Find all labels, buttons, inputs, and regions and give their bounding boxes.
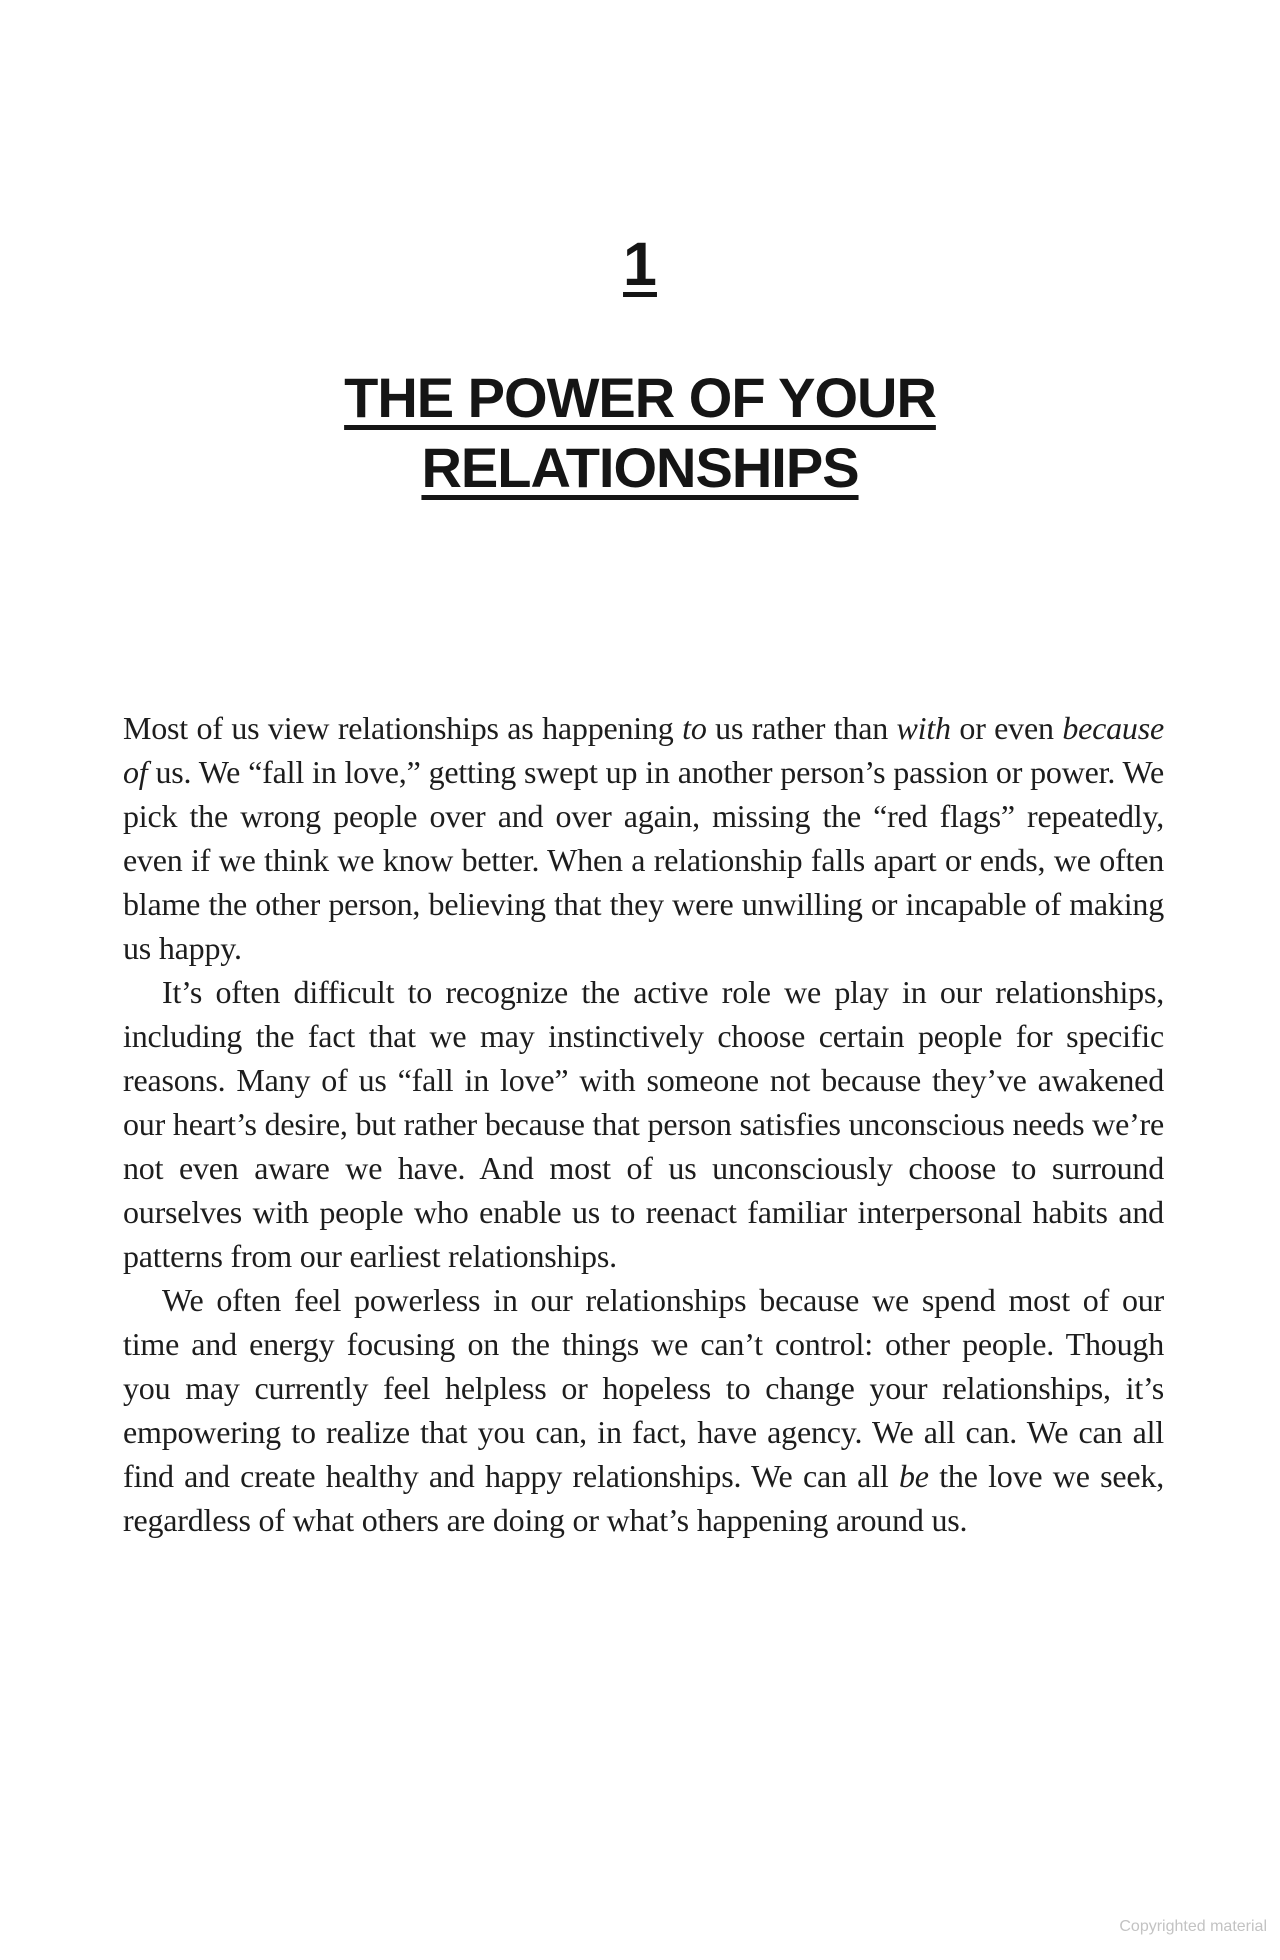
chapter-title-line: THE POWER OF YOUR [344,366,936,429]
body-text-italic-segment: with [896,710,951,746]
body-paragraph [123,970,1164,1278]
body-paragraph [123,1278,1164,1542]
body-text-segment: Most of us view relationships as happening [123,710,683,746]
body-text-segment: the love we seek, regardless of what others are doing or what’s happening around us. [123,1458,1164,1538]
copyright-watermark: Copyrighted material [1119,1918,1267,1935]
body-text-italic-segment: be [898,1458,929,1494]
body-paragraph [123,706,1164,970]
body-text [123,706,1164,1542]
body-text-italic-segment: to [682,710,707,746]
body-text-segment: or even [950,710,1063,746]
chapter-title-line: RELATIONSHIPS [421,436,859,499]
chapter-title [0,363,1280,503]
body-text-segment: us rather than [706,710,897,746]
chapter-number [0,230,1280,311]
body-text-segment: It’s often difficult to recognize the active role we play in our relationships, including the fact that we may instinctively choose certain people for specific reasons. Many of us “fall in love” with someone not because they’ve awakened our heart’s desire, but rather because that person satisfies unconscious needs we’re not even aware we have. And most of us unconsciously choose to surround ourselves with people who enable us to reenact familiar interpersonal habits and patterns from our earliest relationships. [123,974,1164,1274]
body-text-segment: us. We “fall in love,” getting swept up in another person’s passion or power. We pick the wrong people over and over again, missing the “red flags” repeatedly, even if we think we know better. When a relationship falls apart or ends, we often blame the other person, believing that they were unwilling or incapable of making us happy. [123,754,1164,966]
body-text-segment: We often feel powerless in our relationships because we spend most of our time and energy focusing on the things we can’t control: other people. Though you may currently feel helpless or hopeless to change your relationships, it’s empowering to realize that you can, in fact, have agency. We all can. We can all find and create healthy and happy relationships. We can all [123,1282,1164,1494]
body-text-italic-segment: because of [123,710,1164,790]
chapter-number-text: 1 [623,230,657,298]
